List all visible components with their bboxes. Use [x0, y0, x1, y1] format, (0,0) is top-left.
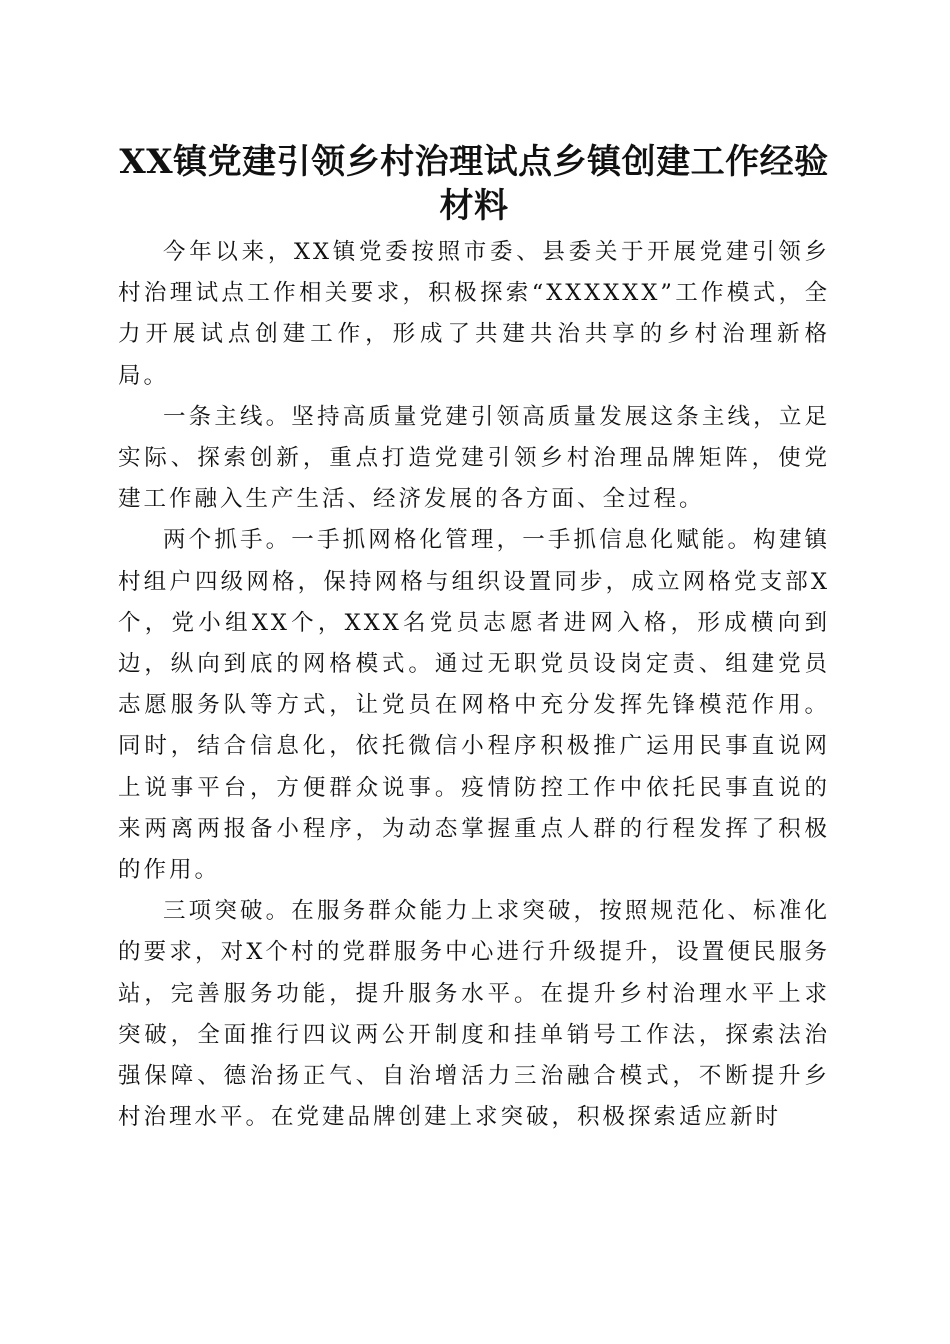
- paragraph-intro: 今年以来，XX镇党委按照市委、县委关于开展党建引领乡村治理试点工作相关要求，积极探索“XXXXXX”工作模式，全力开展试点创建工作，形成了共建共治共享的乡村治理新格局。: [118, 239, 830, 389]
- paragraph-main-line: 一条主线。坚持高质量党建引领高质量发展这条主线，立足实际、探索创新，重点打造党建引领乡村治理品牌矩阵，使党建工作融入生产生活、经济发展的各方面、全过程。: [118, 403, 830, 513]
- paragraph-two-levers: 两个抓手。一手抓网格化管理，一手抓信息化赋能。构建镇村组户四级网格，保持网格与组织设置同步，成立网格党支部X个，党小组XX个，XXX名党员志愿者进网入格，形成横向到边，纵向到底的网格模式。通过无职党员设岗定责、组建党员志愿服务队等方式，让党员在网格中充分发挥先锋模范作用。同时，结合信息化，依托微信小程序积极推广运用民事直说网上说事平台，方便群众说事。疫情防控工作中依托民事直说的来两离两报备小程序，为动态掌握重点人群的行程发挥了积极的作用。: [118, 527, 830, 884]
- document-title: XX镇党建引领乡村治理试点乡镇创建工作经验材料: [119, 142, 829, 226]
- document-body: [118, 232, 830, 1138]
- paragraph-three-breakthroughs: 三项突破。在服务群众能力上求突破，按照规范化、标准化的要求，对X个村的党群服务中心进行升级提升，设置便民服务站，完善服务功能，提升服务水平。在提升乡村治理水平上求突破，全面推行四议两公开制度和挂单销号工作法，探索法治强保障、德治扬正气、自治增活力三治融合模式，不断提升乡村治理水平。在党建品牌创建上求突破，积极探索适应新时: [118, 898, 830, 1131]
- document-page: [118, 140, 830, 1138]
